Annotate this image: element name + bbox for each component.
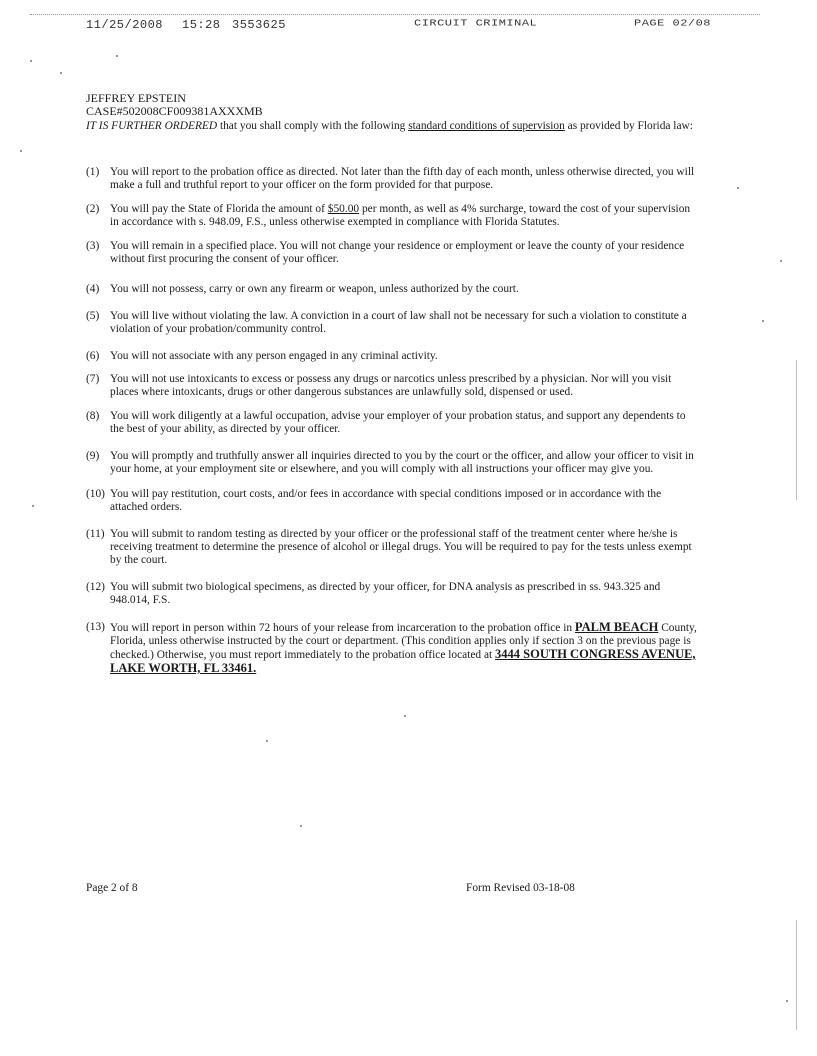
condition-number: (3) (86, 240, 100, 252)
fax-time: 15:28 (182, 18, 221, 32)
defendant-name: JEFFREY EPSTEIN (86, 91, 186, 105)
condition-2 (86, 203, 700, 229)
scan-speck (780, 260, 782, 262)
probation-office-address: 3444 SOUTH CONGRESS AVENUE, LAKE WORTH, FL 33461. (110, 647, 696, 675)
condition-text: You will not use intoxicants to excess or possess any drugs or narcotics unless prescribed by a physician. Nor will you visit places where intoxicants, drugs or other dangerous substances are unlawfully sold, dispensed or used. (110, 373, 672, 398)
fax-date: 11/25/2008 (86, 18, 164, 32)
condition-text-after: per month, as well as 4% surcharge, toward the cost of your supervision in accordance with s. 948.09, F.S., unless otherwise exempted in compliance with Florida Statutes. (110, 203, 691, 228)
condition-1 (86, 166, 700, 192)
fax-header (86, 18, 736, 34)
defendant-block (86, 92, 263, 118)
condition-number: (2) (86, 203, 100, 215)
condition-text: You will live without violating the law. A conviction in a court of law shall not be necessary for such a violation to constitute a violation of your probation/community control. (110, 310, 687, 335)
condition-text: You will submit two biological specimens, as directed by your officer, for DNA analysis as prescribed in ss. 943.325 and 948.014, F.S. (110, 581, 661, 606)
condition-11 (86, 528, 700, 567)
intro-underlined: standard conditions of supervision (408, 120, 565, 132)
scan-edge-line (796, 360, 797, 500)
scan-speck (737, 187, 739, 189)
condition-number: (8) (86, 410, 100, 422)
scan-speck (404, 715, 406, 717)
condition-4 (86, 283, 700, 296)
condition-text-before: You will report in person within 72 hours of your release from incarceration to the probation office in (110, 622, 575, 634)
condition-text (110, 621, 700, 676)
condition-number: (4) (86, 283, 100, 295)
fax-department: CIRCUIT CRIMINAL (414, 18, 538, 29)
scan-edge-line (796, 920, 797, 1030)
condition-number: (6) (86, 350, 100, 362)
condition-text: You will remain in a specified place. You will not change your residence or employment or leave the county of your residence without first procuring the consent of your officer. (110, 240, 685, 265)
condition-text: You will not associate with any person engaged in any criminal activity. (110, 350, 438, 362)
condition-number: (5) (86, 310, 100, 322)
condition-text: You will work diligently at a lawful occupation, advise your employer of your probation status, and support any dependents to the best of your ability, as directed by your officer. (110, 410, 686, 435)
intro-text-before: that you shall comply with the following (217, 120, 409, 132)
condition-number: (1) (86, 166, 100, 178)
condition-7 (86, 373, 700, 399)
intro-text-after: as provided by Florida law: (564, 120, 693, 132)
page-number: Page 2 of 8 (86, 882, 138, 894)
condition-8 (86, 410, 700, 436)
scan-speck (786, 1000, 788, 1002)
condition-number: (13) (86, 621, 105, 633)
condition-number: (7) (86, 373, 100, 385)
condition-text-middle: County, Florida, unless otherwise instructed by the court or department. (This condition applies only if section 3 on the previous page is checked.) Otherwise, you must report immediately to the probation office located at (110, 622, 697, 661)
condition-6 (86, 350, 700, 363)
scan-speck (266, 740, 268, 742)
supervision-amount: $50.00 (327, 203, 360, 215)
fax-page: PAGE 02/08 (634, 18, 712, 29)
form-revised: Form Revised 03-18-08 (466, 882, 575, 894)
scan-speck (116, 55, 118, 57)
scan-speck (32, 505, 34, 507)
scan-speck (60, 72, 62, 74)
condition-text: You will report to the probation office as directed. Not later than the fifth day of each month, unless otherwise directed, you will make a full and truthful report to your officer on the form provided for that purpose. (110, 166, 695, 191)
fax-header-rule (30, 14, 760, 15)
condition-text: You will promptly and truthfully answer all inquiries directed to you by the court or the officer, and allow your officer to visit in your home, at your employment site or elsewhere, and you will comply with all instructions your officer may give you. (110, 450, 694, 475)
county-name: PALM BEACH (574, 620, 659, 634)
condition-10 (86, 488, 700, 514)
intro-paragraph (86, 120, 704, 133)
condition-number: (11) (86, 528, 105, 540)
condition-13 (86, 621, 700, 676)
condition-text (110, 203, 700, 229)
scan-speck (20, 150, 22, 152)
condition-text: You will not possess, carry or own any firearm or weapon, unless authorized by the court. (110, 283, 519, 295)
condition-5 (86, 310, 700, 336)
condition-number: (10) (86, 488, 105, 500)
condition-number: (12) (86, 581, 105, 593)
case-number: CASE#502008CF009381AXXXMB (86, 104, 263, 118)
scan-speck (762, 320, 764, 322)
scan-speck (300, 825, 302, 827)
condition-9 (86, 450, 700, 476)
condition-text-before: You will pay the State of Florida the amount of (110, 203, 328, 215)
condition-text: You will submit to random testing as directed by your officer or the professional staff of the treatment center where he/she is receiving treatment to determine the presence of alcohol or illegal drugs. You will be required to pay for the tests unless exempt by the court. (110, 528, 692, 566)
scan-speck (30, 60, 32, 62)
condition-3 (86, 240, 700, 266)
condition-number: (9) (86, 450, 100, 462)
condition-text: You will pay restitution, court costs, and/or fees in accordance with special conditions imposed or in accordance with the attached orders. (110, 488, 662, 513)
fax-phone: 3553625 (232, 18, 286, 32)
intro-lead: IT IS FURTHER ORDERED (86, 120, 218, 132)
condition-12 (86, 581, 700, 607)
